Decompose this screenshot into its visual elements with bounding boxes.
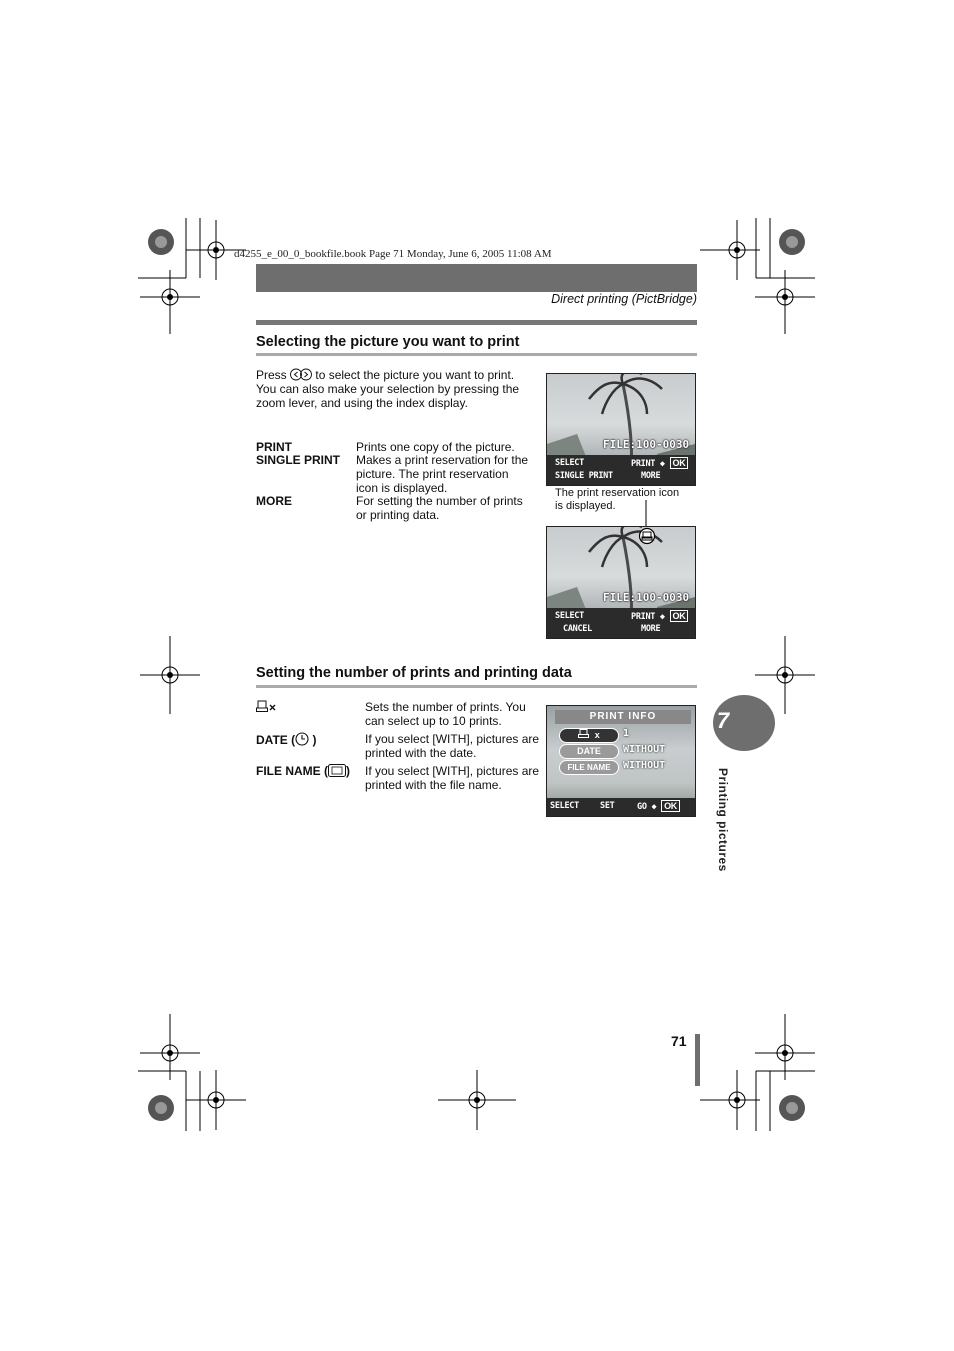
print-label: PRINT ◆ OK: [631, 458, 688, 469]
file-name-value: WITHOUT: [623, 760, 666, 771]
date-pill: DATE: [559, 744, 619, 759]
file-name-term-text: FILE NAME (: [256, 764, 328, 778]
print-count-pill: [559, 728, 619, 743]
term-print-count: [256, 700, 278, 714]
arrow-left-right-buttons-icon: [290, 368, 312, 381]
file-stamp: d4255_e_00_0_bookfile.book Page 71 Monday, June 6, 2005 11:08 AM: [234, 248, 552, 260]
def-date: If you select [WITH], pictures are printed with the date.: [365, 732, 540, 760]
print-text: PRINT: [631, 612, 656, 622]
print-info-screen: [546, 705, 696, 817]
select-label: SELECT: [555, 611, 584, 621]
term-more: MORE: [256, 494, 292, 508]
def-print-count: Sets the number of prints. You can select up to 10 prints.: [365, 700, 526, 728]
print-count-icon: [256, 700, 278, 713]
more-label: MORE: [641, 471, 661, 481]
print-label: PRINT ◆ OK: [631, 611, 688, 622]
section1-heading: Selecting the picture you want to print: [256, 334, 520, 350]
file-name-pill: FILE NAME: [559, 760, 619, 775]
page-number: 71: [671, 1033, 687, 1049]
single-print-label: SINGLE PRINT: [555, 471, 613, 481]
date-term-end: ): [309, 733, 317, 747]
file-name-icon: [328, 764, 346, 777]
ok-button-icon: OK: [661, 800, 680, 812]
select-label: SELECT: [555, 458, 584, 468]
bottom-set-label: SET: [600, 801, 615, 811]
go-text: GO: [637, 802, 647, 812]
print-count-value: 1: [623, 728, 630, 739]
date-value: WITHOUT: [623, 744, 666, 755]
clock-icon: [295, 732, 309, 746]
term-file-name: [256, 764, 350, 778]
def-file-name: If you select [WITH], pictures are printed with the file name.: [365, 764, 540, 792]
ok-button-icon: OK: [670, 610, 689, 622]
camera-screen-1: [546, 373, 696, 486]
running-head: Direct printing (PictBridge): [551, 292, 697, 306]
section-underline: [256, 685, 697, 688]
chapter-label: Printing pictures: [716, 768, 730, 872]
section-underline: [256, 353, 697, 356]
ok-button-icon: OK: [670, 457, 689, 469]
file-label: FILE:100-0030: [603, 591, 690, 604]
section1-intro: [256, 368, 530, 410]
page-number-bar: [695, 1034, 700, 1086]
bottom-go-label: GO ◆ OK: [637, 801, 680, 812]
def-print: Prints one copy of the picture.: [356, 440, 515, 454]
section2-heading: Setting the number of prints and printing data: [256, 665, 572, 681]
section-rule: [256, 320, 697, 325]
def-single-print: Makes a print reservation for the picture. The print reservation icon is displayed.: [356, 453, 529, 495]
print-count-icon: [578, 729, 592, 739]
file-name-term-end: ): [346, 764, 350, 778]
intro-text-start: Press: [256, 368, 287, 382]
cancel-label: CANCEL: [563, 624, 592, 634]
camera-screen-2: [546, 526, 696, 639]
more-label: MORE: [641, 624, 661, 634]
bottom-select-label: SELECT: [550, 801, 579, 811]
chapter-number: 7: [716, 708, 730, 733]
print-reservation-icon: [638, 527, 656, 545]
term-print: PRINT: [256, 440, 292, 454]
term-single-print: SINGLE PRINT: [256, 453, 341, 467]
date-term-text: DATE (: [256, 733, 296, 747]
file-label: FILE:100-0030: [603, 438, 690, 451]
header-bar: [256, 264, 697, 292]
print-count-label: x: [594, 730, 600, 740]
def-more: For setting the number of prints or printing data.: [356, 494, 523, 522]
print-info-title: PRINT INFO: [555, 710, 691, 724]
print-text: PRINT: [631, 459, 656, 469]
caption: The print reservation icon is displayed.: [555, 487, 680, 512]
intro-text-end: to select the picture you want to print. You can also make your selection by pressing the zoom lever, and using the index display.: [256, 368, 520, 410]
term-date: [256, 732, 316, 747]
